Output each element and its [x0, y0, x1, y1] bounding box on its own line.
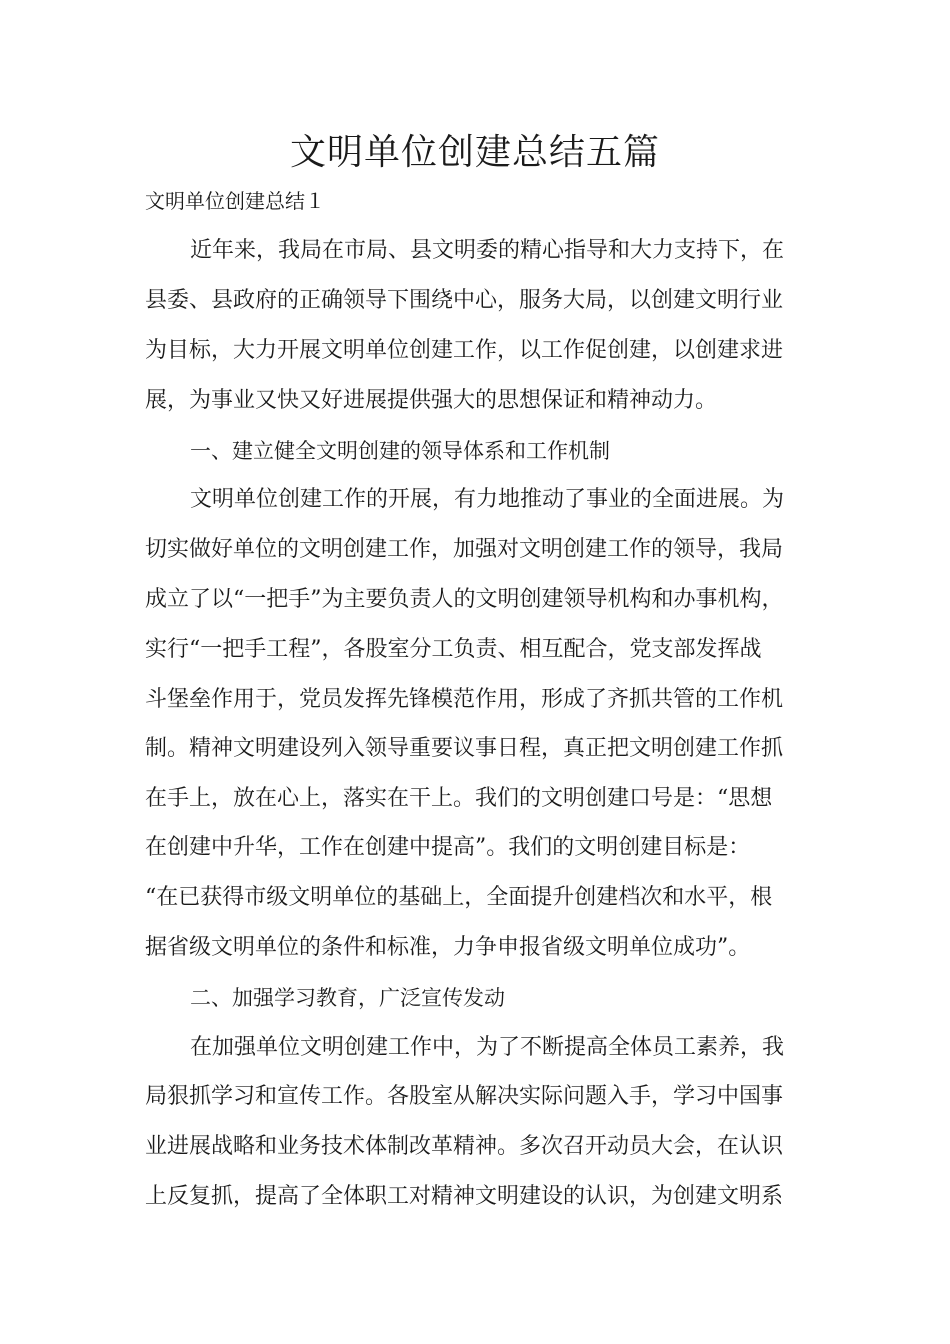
section-heading: 二、加强学习教育，广泛宣传发动: [190, 986, 505, 1010]
paragraph-line: 在创建中升华，工作在创建中提高”。我们的文明创建目标是：: [145, 835, 751, 860]
paragraph-line: 上反复抓，提高了全体职工对精神文明建设的认识，为创建文明系: [145, 1184, 784, 1209]
document-subtitle: 文明单位创建总结１: [145, 189, 325, 213]
paragraph-line: 切实做好单位的文明创建工作，加强对文明创建工作的领导，我局: [145, 537, 784, 562]
paragraph-line: 斗堡垒作用于，党员发挥先锋模范作用，形成了齐抓共管的工作机: [145, 687, 784, 712]
paragraph-line: 实行“一把手工程”，各股室分工负责、相互配合，党支部发挥战: [145, 637, 762, 662]
paragraph-line: 制。精神文明建设列入领导重要议事日程，真正把文明创建工作抓: [145, 736, 784, 761]
paragraph-line: “在已获得市级文明单位的基础上，全面提升创建档次和水平，根: [145, 885, 773, 910]
paragraph-line: 文明单位创建工作的开展，有力地推动了事业的全面进展。为: [190, 487, 785, 512]
paragraph-line: 展，为事业又快又好进展提供强大的思想保证和精神动力。: [145, 388, 718, 413]
paragraph-line: 近年来，我局在市局、县文明委的精心指导和大力支持下，在: [190, 238, 785, 263]
paragraph-line: 在加强单位文明创建工作中，为了不断提高全体员工素养，我: [190, 1035, 785, 1060]
paragraph-line: 局狠抓学习和宣传工作。各股室从解决实际问题入手，学习中国事: [145, 1084, 784, 1109]
paragraph-line: 在手上，放在心上，落实在干上。我们的文明创建口号是：“思想: [145, 786, 773, 811]
section-heading: 一、建立健全文明创建的领导体系和工作机制: [190, 439, 610, 463]
paragraph-line: 为目标，大力开展文明单位创建工作，以工作促创建，以创建求进: [145, 338, 784, 363]
document-title: 文明单位创建总结五篇: [289, 132, 660, 173]
paragraph-line: 县委、县政府的正确领导下围绕中心，服务大局，以创建文明行业: [145, 288, 784, 313]
paragraph-line: 业进展战略和业务技术体制改革精神。多次召开动员大会，在认识: [145, 1134, 784, 1159]
paragraph-line: 成立了以“一把手”为主要负责人的文明创建领导机构和办事机构，: [145, 587, 784, 612]
paragraph-line: 据省级文明单位的条件和标准，力争申报省级文明单位成功”。: [145, 935, 751, 960]
